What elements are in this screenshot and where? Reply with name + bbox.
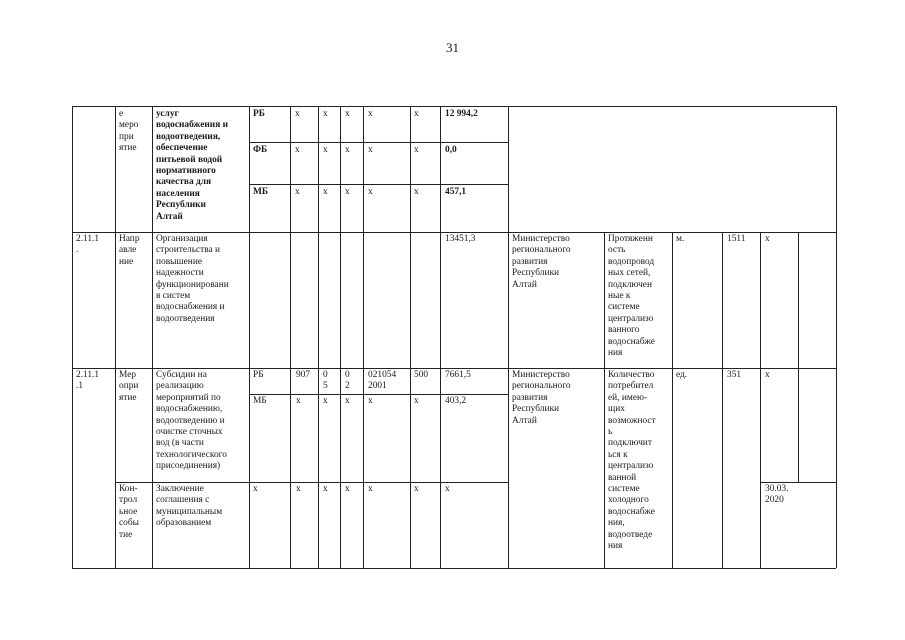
fund-pr: х	[345, 396, 350, 406]
table-rule	[249, 142, 508, 143]
fund-rz: х	[323, 396, 328, 406]
event-date: 30.03. 2020	[765, 484, 789, 506]
table-rule	[115, 106, 116, 568]
row-number: 2.11.1 .	[76, 234, 100, 256]
table-rule	[440, 106, 441, 568]
event-cell: х	[323, 484, 328, 494]
event-cell: х	[368, 484, 373, 494]
event-name: Заключение соглашения с муниципальным образованием	[156, 484, 223, 529]
fund-grbs: 907	[296, 370, 311, 380]
fund-cell: х	[414, 145, 419, 155]
fund-csr: х	[368, 396, 373, 406]
fund-cell: х	[368, 145, 373, 155]
table-rule	[760, 232, 761, 568]
fund-source: РБ	[253, 109, 265, 119]
event-cell: х	[296, 484, 301, 494]
table-rule	[508, 106, 509, 568]
fund-source: МБ	[253, 396, 267, 406]
table-rule	[760, 482, 836, 483]
event-name: услуг водоснабжения и водоотведения, обеспечение питьевой водой нормативного качества для населения Республики Алтай	[156, 109, 229, 222]
fund-vr: х	[414, 396, 419, 406]
row-executor: Министерство регионального развития Республики Алтай	[512, 234, 571, 290]
table-rule	[363, 106, 364, 568]
fund-rz: 0 5	[323, 370, 328, 392]
table-rule	[318, 106, 319, 568]
fund-cell: х	[295, 187, 300, 197]
fund-cell: х	[295, 145, 300, 155]
row-type: Напр авле ние	[119, 234, 140, 267]
fund-amount: 403,2	[445, 396, 467, 406]
fund-cell: х	[368, 187, 373, 197]
fund-pr: 0 2	[345, 370, 350, 392]
table-rule	[340, 106, 341, 568]
event-type-label: е меро при ятие	[119, 109, 139, 154]
table-rule	[604, 232, 605, 568]
fund-cell: х	[323, 145, 328, 155]
row-name: Субсидии на реализацию мероприятий по водоснабжению, водоотведению и очистке сточных вод (в части технологического присоединения)	[156, 370, 227, 472]
table-rule	[152, 106, 153, 568]
fund-amount: 12 994,2	[445, 109, 478, 119]
event-cell: х	[345, 484, 350, 494]
row-extra: х	[765, 234, 770, 244]
row-number: 2.11.1 .1	[76, 370, 100, 392]
row-type: Мер опри ятие	[119, 370, 139, 403]
fund-cell: х	[414, 187, 419, 197]
table-rule	[249, 184, 508, 185]
fund-cell: х	[414, 109, 419, 119]
event-amount: х	[445, 484, 450, 494]
row-value: 351	[727, 370, 742, 380]
table-rule	[72, 106, 73, 568]
fund-cell: х	[345, 109, 350, 119]
fund-amount: 7661,5	[445, 370, 471, 380]
table-rule	[72, 106, 836, 107]
event-cell: х	[414, 484, 419, 494]
table-rule	[722, 232, 723, 568]
row-unit: ед.	[676, 370, 688, 380]
fund-amount: 457,1	[445, 187, 467, 197]
fund-amount: 0,0	[445, 145, 457, 155]
table-rule	[836, 106, 837, 568]
row-unit: м.	[676, 234, 685, 244]
table-rule	[672, 232, 673, 568]
table-rule	[798, 232, 799, 482]
fund-cell: х	[295, 109, 300, 119]
fund-cell: х	[345, 145, 350, 155]
fund-source: МБ	[253, 187, 269, 197]
fund-cell: х	[368, 109, 373, 119]
event-type: Кон- трол ьное собы тие	[119, 484, 139, 540]
table-rule	[410, 106, 411, 568]
event-cell: х	[253, 484, 258, 494]
fund-csr: 021054 2001	[368, 370, 397, 392]
fund-vr: 500	[414, 370, 429, 380]
row-executor: Министерство регионального развития Республики Алтай	[512, 370, 571, 426]
table-rule	[249, 106, 250, 568]
row-amount: 13451,3	[445, 234, 476, 244]
table-rule	[72, 568, 836, 569]
fund-cell: х	[345, 187, 350, 197]
fund-grbs: х	[296, 396, 301, 406]
row-indicator: Количество потребител ей, имею- щих возможност ь подключит ься к централизо ванной системе холодного водоснабже ния, водоотведе ния	[608, 370, 656, 552]
table-rule	[290, 106, 291, 568]
fund-cell: х	[323, 187, 328, 197]
table-rule	[115, 482, 508, 483]
row-name: Организация строительства и повышение надежности функционировани я систем водоснабжения и водоотведения	[156, 234, 229, 324]
page-number: 31	[446, 40, 459, 55]
fund-source: РБ	[253, 370, 264, 380]
row-extra: х	[765, 370, 770, 380]
table-rule	[249, 394, 508, 395]
row-indicator: Протяженн ость водопровод ных сетей, подключен ные к системе централизо ванного водоснабже ния	[608, 234, 655, 359]
row-value: 1511	[727, 234, 746, 244]
fund-cell: х	[323, 109, 328, 119]
fund-source: ФБ	[253, 145, 268, 155]
